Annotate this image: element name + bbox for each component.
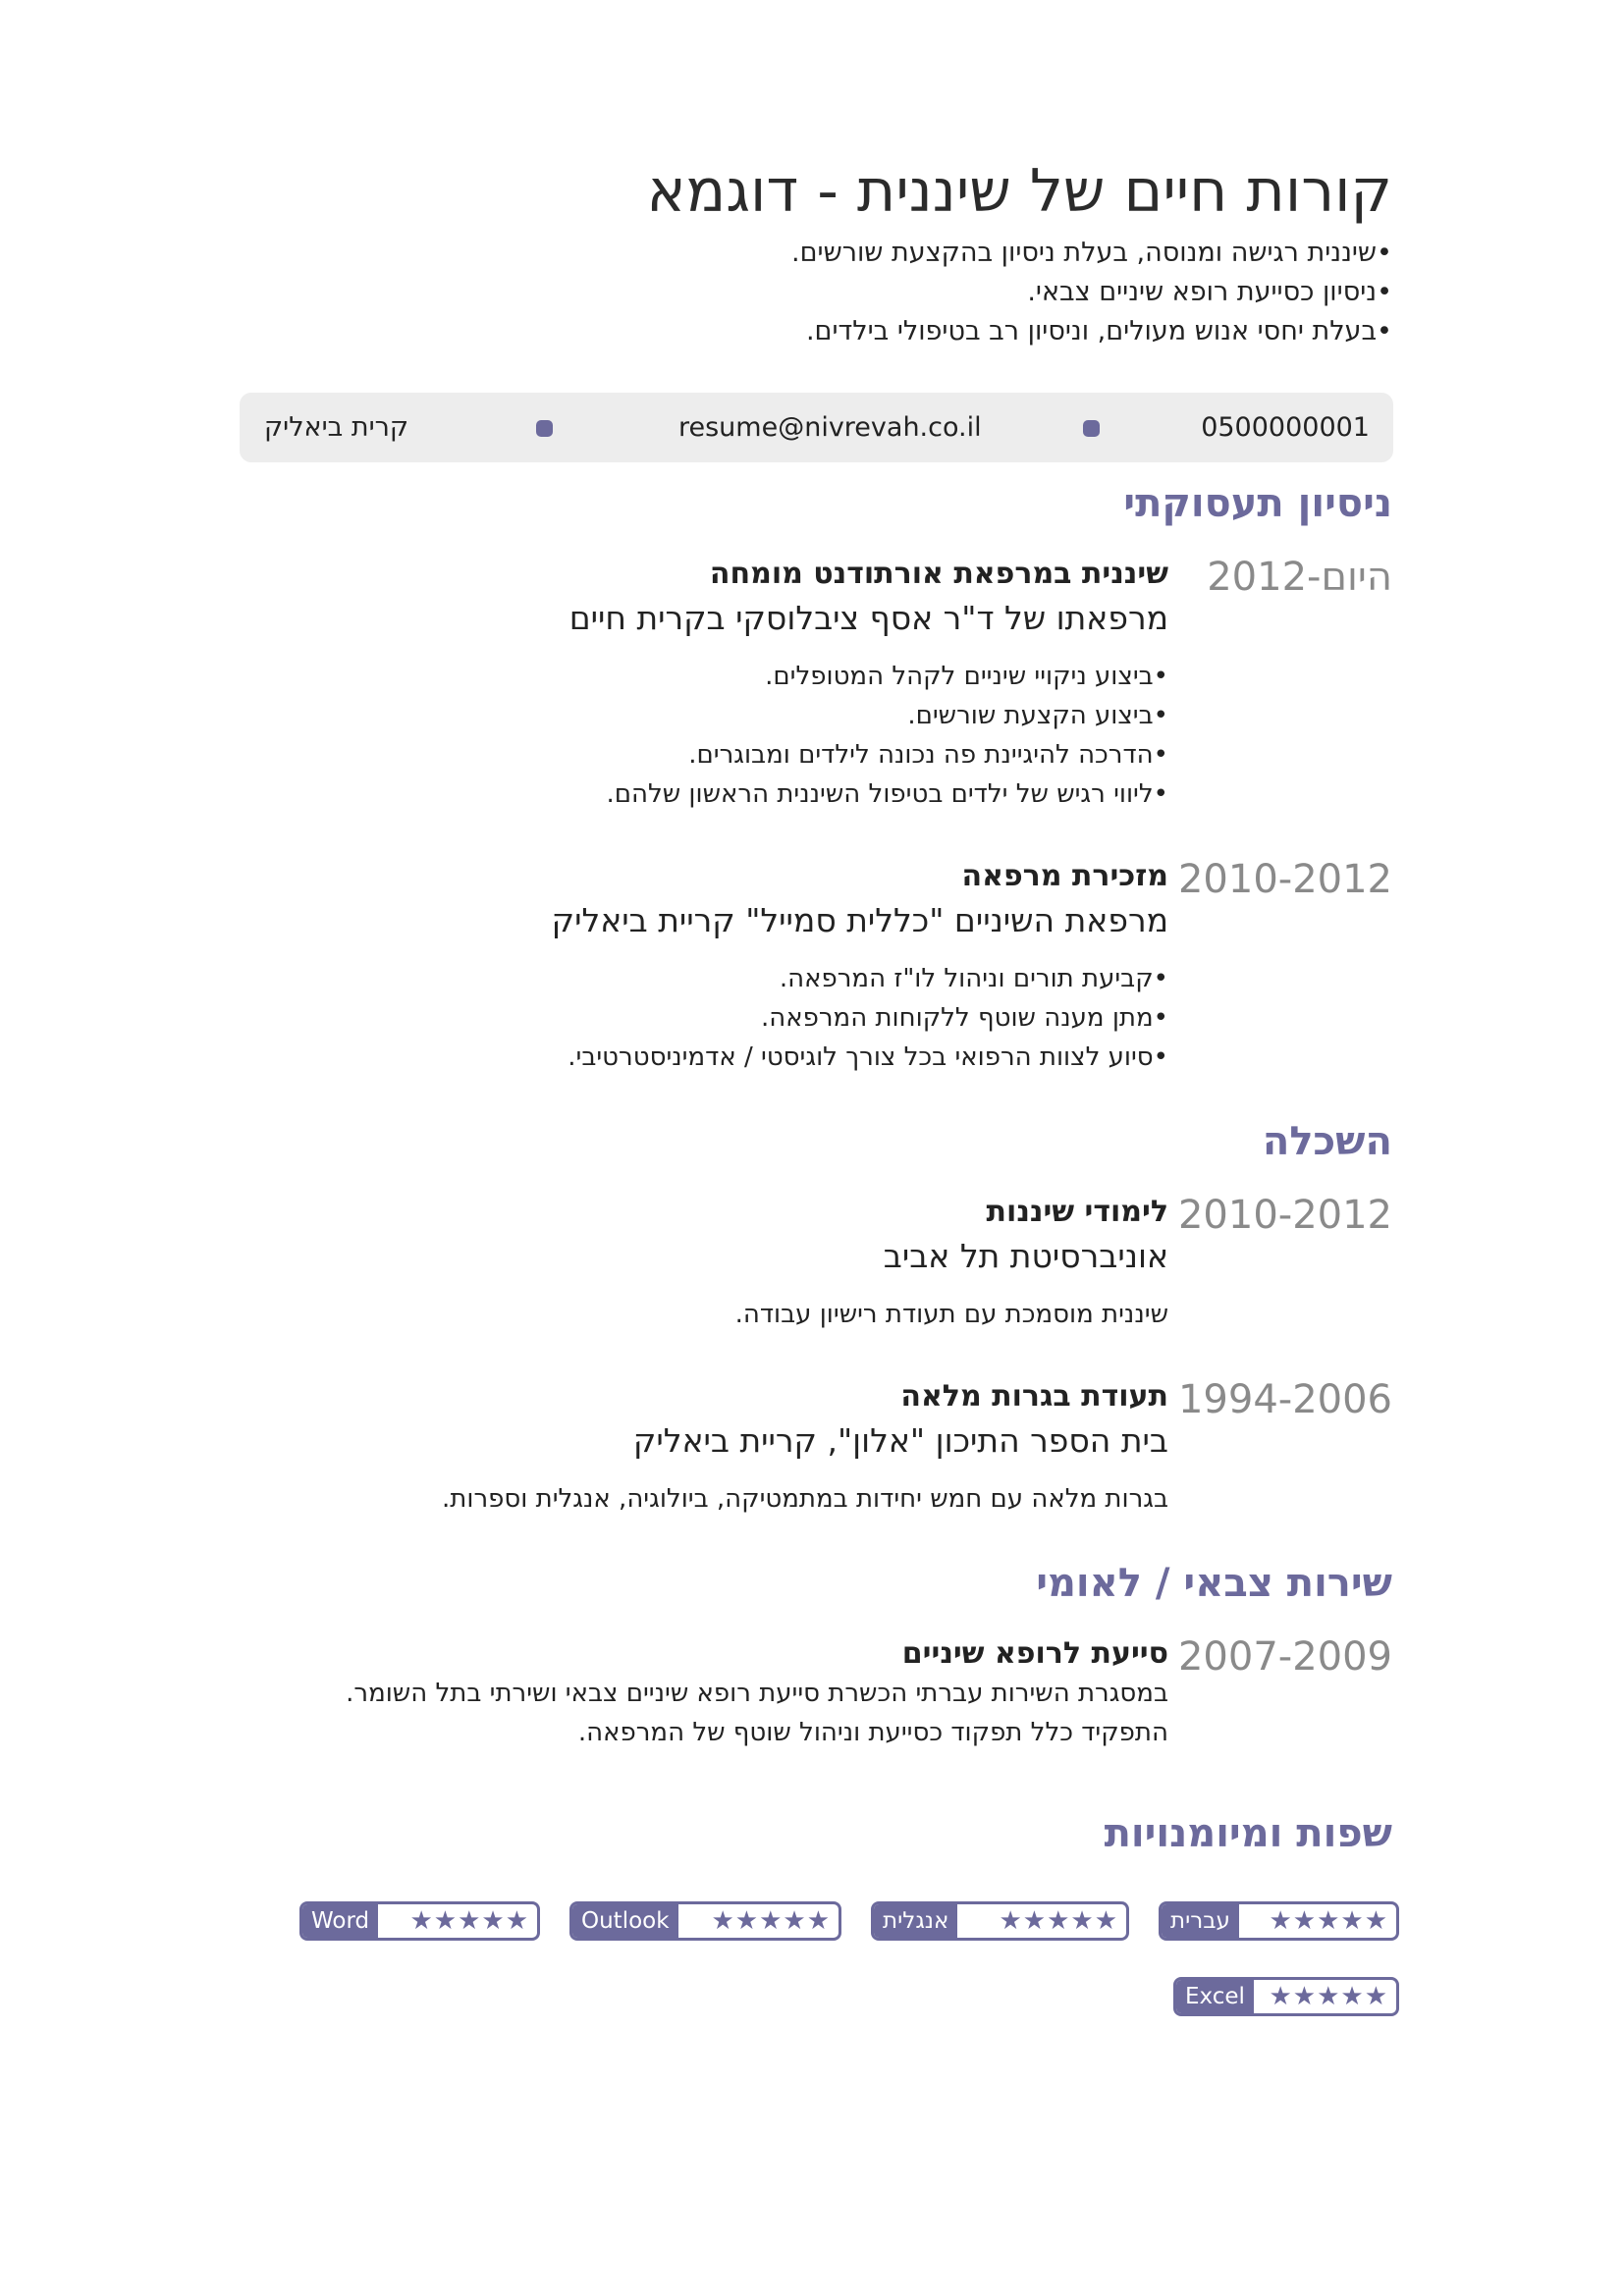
entry-organization: מרפאת השיניים "כללית סמייל" קריית ביאליק [551,901,1168,939]
entry-content [442,1377,1168,1519]
rating-stars-icon: ★★★★★ [409,1906,529,1936]
entry-years: 1994-2006 [1177,1377,1392,1422]
contact-phone: 0500000001 [1201,412,1370,443]
bullet-item: •ליווי רגיש של ילדים בטיפול השיננית הראשון שלהם. [606,779,1168,809]
bullet-item: •ביצוע הקצעת שורשים. [907,701,1168,730]
separator-dot-icon [1083,420,1100,437]
contact-bar [240,393,1393,462]
skill-badge [569,1901,841,1941]
bullet-item: •סיוע לצוות הרפואי בכל צורך לוגיסטי / אדמיניסטרטיבי. [568,1042,1168,1072]
entry-note: בגרות מלאה עם חמש יחידות במתמטיקה, ביולוגיה, אנגלית וספרות. [442,1484,1168,1514]
experience-heading: ניסיון תעסוקתי [1123,481,1392,526]
entry-years: 2007-2009 [1177,1634,1392,1680]
summary-item: •בעלת יחסי אנוש מעולים, וניסיון רב בטיפולי בילדים. [805,316,1392,347]
rating-stars-icon: ★★★★★ [999,1906,1118,1936]
rating-stars-icon: ★★★★★ [1269,1906,1388,1936]
description-line: התפקיד כלל תפקוד כסייעת וניהול שוטף של המרפאה. [577,1718,1168,1747]
entry-organization: בית הספר התיכון "אלון", קריית ביאליק [632,1421,1168,1460]
summary-item: •ניסיון כסייעת רופא שיניים צבאי. [1027,277,1392,307]
skill-label: אנגלית [874,1904,957,1938]
bullet-item: •ביצוע ניקויי שיניים לקהל המטופלים. [765,662,1168,691]
entry-content [346,1634,1168,1752]
entry-organization: מרפאתו של ד"ר אסף ציבלוסקי בקרית חיים [568,599,1168,637]
separator-dot-icon [536,420,553,437]
military-heading: שירות צבאי / לאומי [1036,1561,1392,1606]
entry-years: 2012-היום [1207,555,1392,600]
entry-content [735,1193,1168,1334]
entry-content [569,555,1168,814]
entry-years: 2010-2012 [1177,857,1392,902]
entry-role: סייעת לרופא שיניים [901,1636,1168,1671]
skill-label: Excel [1176,1980,1254,2013]
contact-email[interactable]: resume@nivrevah.co.il [678,412,982,443]
page-title: קורות חיים של שיננית - דוגמא [646,157,1392,226]
summary-item: •שיננית רגישה ומנוסה, בעלת ניסיון בהקצעת שורשים. [791,238,1392,268]
entry-organization: אוניברסיטת תל אביב [883,1237,1168,1275]
summary-list [791,234,1392,351]
bullet-item: •הדרכה להיגיינת פה נכונה לילדים ומבוגרים. [688,740,1168,770]
skill-badge [299,1901,540,1941]
entry-description [346,1674,1168,1752]
entry-bullets [569,657,1168,814]
bullet-item: •קביעת תורים וניהול לו"ז המרפאה. [779,964,1168,993]
entry-role: שיננית במרפאת אורתודנט מומחה [709,557,1168,591]
entry-note: שיננית מוסמכת עם תעודת רישיון עבודה. [734,1300,1168,1329]
skill-label: Word [302,1904,378,1938]
entry-role: תעודת בגרות מלאה [900,1379,1168,1414]
skill-badge [871,1901,1129,1941]
bullet-item: •מתן מענה שוטף ללקוחות המרפאה. [761,1003,1168,1033]
rating-stars-icon: ★★★★★ [1269,1982,1388,2011]
entry-role: מזכירת מרפאה [961,859,1168,893]
skill-badge [1159,1901,1399,1941]
rating-stars-icon: ★★★★★ [711,1906,831,1936]
skill-badge [1173,1977,1399,2016]
description-line: במסגרת השירות עברתי הכשרת סייעת רופא שיניים צבאי ושירתי בתל השומר. [346,1679,1168,1708]
skills-heading: שפות ומיומנויות [1104,1811,1392,1856]
skill-label: עברית [1162,1904,1239,1938]
skill-label: Outlook [572,1904,678,1938]
entry-bullets [552,959,1168,1077]
entry-years: 2010-2012 [1177,1193,1392,1238]
contact-city: קרית ביאליק [264,412,408,443]
education-heading: השכלה [1262,1119,1392,1164]
entry-content [552,857,1168,1077]
entry-role: לימודי שיננות [986,1195,1168,1229]
